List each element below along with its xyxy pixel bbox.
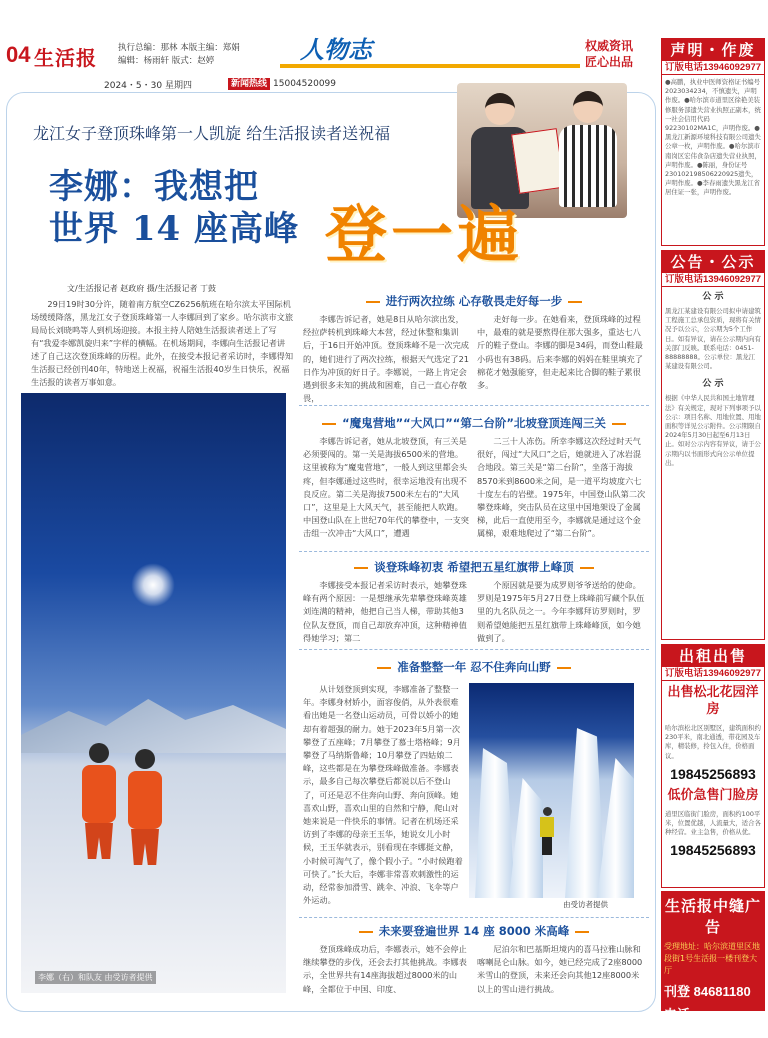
rental-block [661, 644, 765, 888]
mountain-ridge [21, 693, 286, 753]
public-phone: 订版电话13946092977 [662, 273, 764, 287]
ad-phone: 刊登 84681180 [664, 984, 751, 999]
slogan [585, 38, 657, 70]
section-heading: 未来要登遍世界 14 座 8000 米高峰 [299, 923, 649, 939]
notice-text: ●高鹏，执业中医师资格证书编号2023034234，不慎遗失，声明作废。●哈尔滨市道里区徐艳美装修服务部遗失营业执照正副本，统一社会信用代码92230102MA1C，声明作废。●黑龙江新源环境科技有限公司遗失公章一枚，声明作废。●哈尔滨市南岗区宏伟食杂店遗失营业执照，声明作废。●陈丽，身份证号230102198506220925遗失，声明作废。●李春雨遗失黑龙江省居住证一张，声明作废。 [665, 78, 761, 197]
hotline-number: 15004520099 [273, 79, 337, 89]
rental-contact: 19845256893 [670, 765, 756, 782]
section-heading: 谈登珠峰初衷 希望把五星红旗带上峰顶 [299, 559, 649, 575]
section-title: 人物志 [300, 36, 372, 64]
public-text: 根据《中华人民共和国土地管理法》有关规定，现对下列事项予以公示：项目名称、用地位置、用地面积等详见公示附件。公示期限自2024年5月30日起至6月13日止。如对公示内容有异议，请于公示期内以书面形式向公示单位提出。 [665, 394, 761, 467]
body-column: 个原因就是要为成罗则爷爷送给的使命。罗则是1975年5月27日登上珠峰前写藏个队伍里的九名队员之一。今年李娜拜访罗则时，罗则希望她能把五星红旗带上珠峰峰顶，如今她做到了。 [477, 580, 645, 643]
slogan-line-2: 匠心出品 [585, 55, 634, 69]
staff-line-2: 编辑：杨雨轩 版式：赵婷 [118, 56, 215, 66]
classifieds-sidebar [661, 38, 765, 1038]
rental-title: 出租出售 [662, 645, 764, 667]
section-heading: 准备整整一年 忍不住奔向山野 [299, 659, 649, 675]
body-column: 从计划登顶到实现，李娜准备了整整一年。李娜身材娇小，面容俊俏，从外表很难看出她是一名登山运动员，可骨以娇小的她却有着超强的耐力。她于2023年5月第一次攀登了五座峰；7月攀登了慕士塔格峰；9月攀登了马纳斯鲁峰；10月攀登了四姑娘二峰，这些都是在为攀登珠峰做准备。李娜表示，最多自己每次攀登后都说以后不登山了，可还是忍不住奔向山野、奔向顶峰。她喜欢山野，喜欢山里的自然和宁静，爬山对她来说是一件快乐的事情。记者在机场还采访到了李娜的母亲王玉华，她说女儿小时候，王玉华就表示，别看现在李娜挺文静，小时候可淘气了，像个假小子。“小时候跑着可快了。”长大后，李娜非常喜欢刺激性的运动，经常参加滑雪、跳伞、冲浪、飞伞等户外运动。 [303, 684, 463, 906]
rental-promo: 低价急售门脸房 [667, 787, 759, 803]
photo-caption: 由受访者提供 [563, 900, 608, 909]
headline-line-2: 世界 14 座高峰 [49, 209, 299, 249]
section-divider [299, 649, 649, 650]
body-column: 李娜告诉记者，她从北坡登顶，有三关是必须要闯的。第一关是海拔6500米的营地。这里被称为“魔鬼营地”，一般人到这里都会头疼，但李娜通过这些时，很幸运地没有出现不良反应。第二关是海拔7500米左右的“大风口”，这里是上大风天气，甚至能把人吹跑。中国登山队在上世纪70年代的攀登中，一支突击组一次冲击“大风口”，遭遇 [303, 436, 469, 539]
section-heading: “魔鬼营地”“大风口”“第二台阶”北坡登顶连闯三关 [299, 415, 649, 431]
paper-name: 生活报 [34, 46, 97, 70]
climber-figure [79, 743, 119, 863]
ad-phone: 电话 15004697804 [664, 1007, 744, 1038]
notice-block [661, 38, 765, 246]
body-column: 二三十人冻伤。所幸李娜这次经过时天气很好，闯过“大风口”之后，她就进入了冰岩混合地段。第三关是“第二台阶”，坐落于海拔8570米到8600米之间，是一道平均坡度六七十度左右的岩壁。1975年，中国登山队第二次攀登珠峰，突击队员在这里中国地架设了金属梯，此后一直使用至今，李娜就是通过这个金属梯，艰难地爬过了“第二台阶”。 [477, 436, 646, 539]
rental-text: 哈尔滨松北区别墅区，建筑面积约230平米，南北通透，带花园及车库，精装修，拎包入住，价格面议。 [665, 724, 761, 760]
section-divider [299, 405, 649, 406]
section-heading: 进行两次拉练 心存敬畏走好每一步 [299, 293, 649, 309]
body-column: 走好每一步。在她看来，登顶珠峰的过程中，最难的就是要熬得住那大强多，重达七八斤的鞋子登山。李娜的脚是34码，而登山鞋最小码也有38码。后来李娜的妈妈在鞋里填充了棉花才勉强能穿，但走起来比合脚的鞋子累很多。 [477, 314, 643, 391]
page-number: 04 [6, 42, 31, 67]
ad-address: 受理地址：哈尔滨道里区地段街1号生活报一楼刊登大厅 [664, 942, 760, 975]
notice-title: 声明・作废 [662, 39, 764, 61]
byline: 文/生活报记者 赵政府 摄/生活报记者 丁鼓 [67, 284, 217, 293]
climber-figure [125, 749, 165, 869]
body-column: 登顶珠峰成功后，李娜表示，她不会停止继续攀登的步伐，还会去打其他挑战。李娜表示，全世界共有14座海拔超过8000米的山峰，全都位于中国、印度、 [303, 944, 467, 994]
photo-caption: 李娜（右）和队友 由受访者提供 [35, 971, 156, 984]
hotline-label: 新闻热线 [228, 78, 270, 90]
article-kicker: 龙江女子登顶珠峰第一人凯旋 给生活报读者送祝福 [33, 124, 391, 143]
headline-emphasis: 登一遍 [325, 198, 524, 271]
classified-ad-box [661, 891, 765, 1038]
person-figure [553, 91, 623, 215]
ice-climb-photo [469, 683, 634, 898]
rental-phone: 订版电话13946092977 [662, 667, 764, 681]
notice-phone: 订版电话13946092977 [662, 61, 764, 75]
rental-text: 道里区临街门脸房，面积约100平米，位置优越，人流量大，适合各种经营。业主急售，价格从优。 [665, 809, 761, 837]
issue-date: 2024・5・30 星期四 [104, 81, 192, 91]
sun-glare [131, 563, 175, 607]
rental-promo: 出售松北花园洋房 [667, 685, 759, 717]
rental-contact: 19845256893 [670, 842, 756, 859]
public-heading: 公 示 [702, 292, 724, 302]
lead-paragraph: 29日19时30分许，随着南方航空CZ6256航班在哈尔滨太平国际机场缓缓降落，黑龙江女子登顶珠峰第一人李娜回到了家乡。哈尔滨市文旅局局长刘晓鸣等人到机场迎接。本报主持人陪她生活报读者送上了写有“我爱李娜凯旋归来”字样的横幅。在机场期间，李娜向生活报记者讲述了自己这次登顶珠峰的历程。此外，在接受本报记者采访时，李娜得知生活报已经创刊40年，特地送上祝福，祝福生活报40岁生日快乐，祝福生活报的读者万事如意。 [31, 299, 294, 387]
summit-photo [21, 393, 286, 993]
section-divider [299, 917, 649, 918]
public-heading: 公 示 [702, 379, 724, 390]
slogan-line-1: 权威资讯 [585, 39, 634, 53]
ad-title: 生活报中缝广告 [664, 897, 761, 936]
public-notice-block [661, 250, 765, 640]
public-title: 公告・公示 [662, 251, 764, 273]
section-divider [280, 64, 580, 68]
news-hotline [228, 76, 336, 89]
section-divider [299, 551, 649, 552]
staff-line-1: 执行总编：那林 本版主编：郑娟 [118, 43, 240, 53]
headline-line-1: 李娜：我想把 [49, 167, 259, 207]
body-column: 李娜接受本报记者采访时表示，她攀登珠峰有两个原因：一是想继承先辈攀登珠峰英雄刘连满的精神，他把自己当人梯，带助其他3位队友登顶，而自己却放弃冲顶，这种精神值得她学习；第二 [303, 580, 467, 643]
public-text: 黑龙江某建设有限公司拟申请建筑工程施工总承包资质，现将有关情况予以公示，公示期为5个工作日。如有异议，请在公示期内向有关部门反映。联系电话：0451-88888888。公示单位：黑龙江某建设有限公司。 [665, 307, 761, 371]
body-column: 尼泊尔和巴基斯坦境内的喜马拉雅山脉和喀喇昆仑山脉。如今，她已经完成了2座8000米雪山的登顶，未来还会向其他12座8000米以上的雪山进行挑战。 [477, 944, 643, 994]
climber-figure [537, 807, 557, 857]
feature-article [6, 92, 656, 1012]
masthead [0, 0, 658, 91]
body-column: 李娜告诉记者，她是8日从哈尔滨出发，经拉萨转机到珠峰大本营，经过休整和集训后，于16日开始冲顶。登顶珠峰不是一次完成的，她们进行了两次拉练，根据天气选定了21日作为冲顶的好日子。李娜说，一路上肯定会遇到很多未知的挑战和困难，自己一直心存敬畏， [303, 314, 469, 404]
staff-credits [118, 42, 240, 68]
